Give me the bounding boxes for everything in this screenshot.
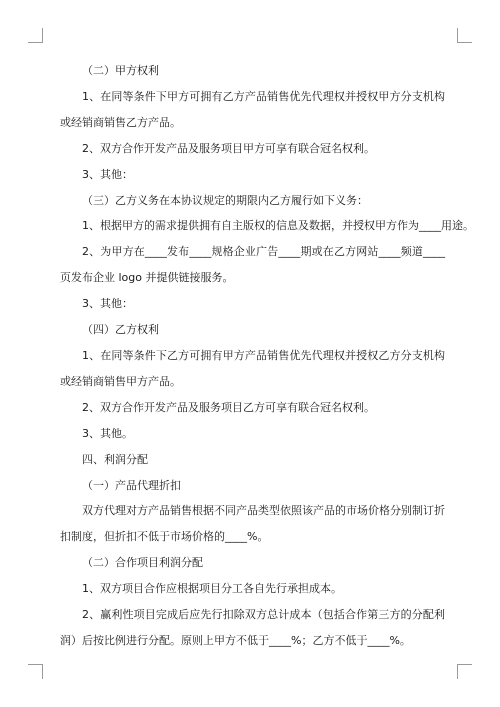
paragraph: 1、根据甲方的需求提供拥有自主版权的信息及数据，并授权甲方作为____用途。 bbox=[82, 219, 474, 233]
crop-mark-bottom-right bbox=[457, 664, 472, 679]
heading-product-agency-discount: （一）产品代理折扣 bbox=[82, 478, 181, 492]
heading-party-b-obligations: （三）乙方义务在本协议规定的期限内乙方履行如下义务： bbox=[82, 193, 368, 207]
paragraph: 3、其他： bbox=[82, 167, 133, 181]
crop-mark-bottom-left bbox=[28, 664, 43, 679]
paragraph: 2、双方合作开发产品及服务项目甲方可享有联合冠名权利。 bbox=[82, 141, 375, 155]
paragraph: 2、双方合作开发产品及服务项目乙方可享有联合冠名权利。 bbox=[82, 400, 375, 414]
paragraph: 3、其他。 bbox=[82, 426, 133, 440]
paragraph: 2、赢利性项目完成后应先行扣除双方总计成本（包括合作第三方的分配利润）后按比例进行分配。原则上甲方不低于____%；乙方不低于____%。 bbox=[60, 608, 445, 647]
paragraph: 3、其他： bbox=[82, 297, 133, 311]
crop-mark-top-left bbox=[28, 28, 43, 43]
heading-profit-distribution: 四、利润分配 bbox=[82, 452, 148, 466]
paragraph: 2、为甲方在____发布____规格企业广告____期或在乙方网站____频道____页发布企业 logo 并提供链接服务。 bbox=[60, 245, 445, 285]
paragraph: 1、双方项目合作应根据项目分工各自先行承担成本。 bbox=[82, 582, 342, 596]
heading-party-a-rights: （二）甲方权利 bbox=[82, 64, 159, 77]
paragraph: 双方代理对方产品销售根据不同产品类型依照该产品的市场价格分别制订折扣制度，但折扣不低于市场价格的____%。 bbox=[60, 504, 445, 544]
document-body bbox=[60, 58, 474, 654]
heading-project-profit-distribution: （二）合作项目利润分配 bbox=[82, 556, 203, 570]
paragraph: 1、在同等条件下乙方可拥有甲方产品销售优先代理权并授权乙方分支机构或经销商销售甲方产品。 bbox=[60, 348, 445, 388]
heading-party-b-rights: （四）乙方权利 bbox=[82, 323, 159, 337]
crop-mark-top-right bbox=[457, 28, 472, 43]
paragraph: 1、在同等条件下甲方可拥有乙方产品销售优先代理权并授权甲方分支机构或经销商销售乙方产品。 bbox=[60, 89, 445, 129]
